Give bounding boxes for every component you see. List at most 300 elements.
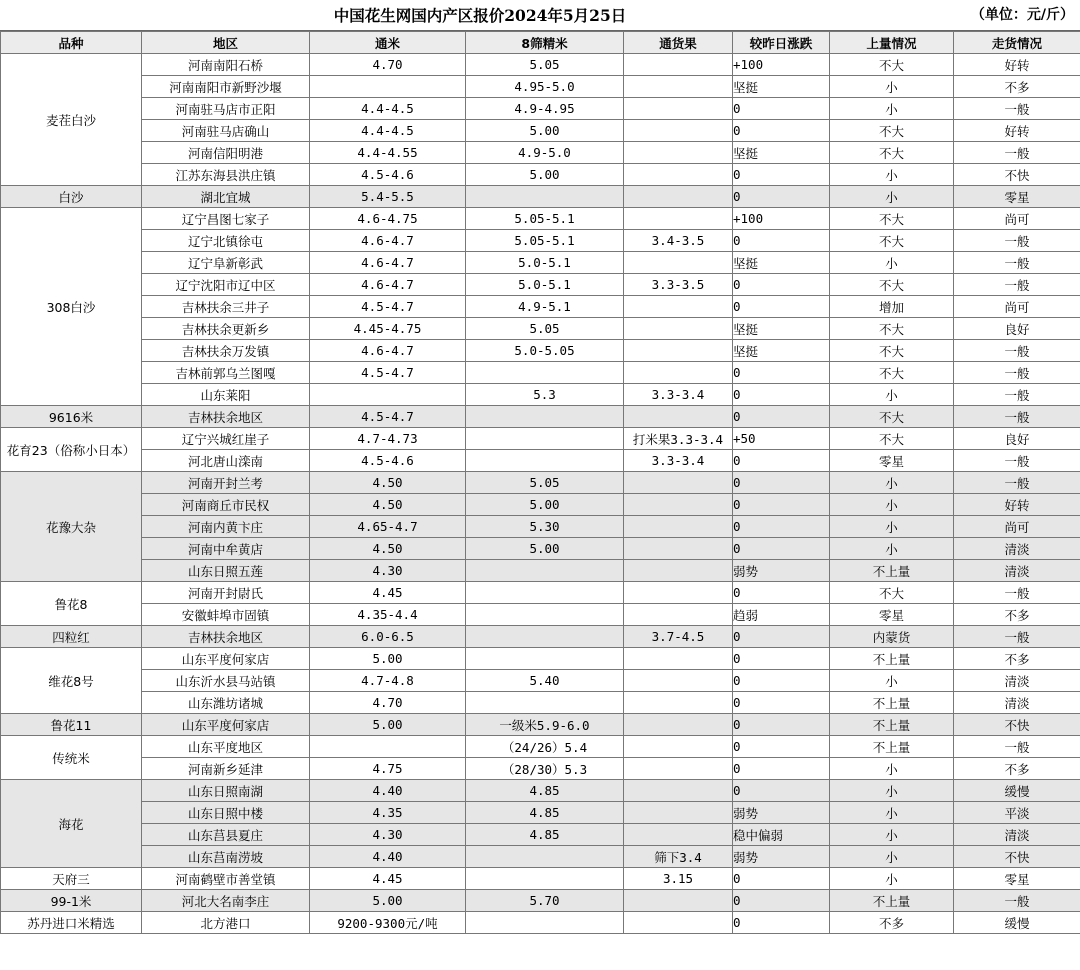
- variety-cell: 传统米: [1, 736, 142, 780]
- region-cell: 河南信阳明港: [142, 142, 310, 164]
- demand-cell: 一般: [954, 736, 1080, 758]
- header-change: 较昨日涨跌: [733, 32, 830, 54]
- demand-cell: 不多: [954, 758, 1080, 780]
- region-cell: 山东平度何家店: [142, 714, 310, 736]
- demand-cell: 平淡: [954, 802, 1080, 824]
- sieve-kernel-cell: （28/30）5.3: [466, 758, 624, 780]
- sieve-kernel-cell: [466, 186, 624, 208]
- general-kernel-cell: 4.65-4.7: [310, 516, 466, 538]
- table-row: [1, 362, 1080, 384]
- table-row: [1, 296, 1080, 318]
- sieve-kernel-cell: [466, 868, 624, 890]
- sieve-kernel-cell: [466, 450, 624, 472]
- supply-cell: 小: [830, 670, 954, 692]
- change-cell: 弱势: [733, 560, 830, 582]
- region-cell: 山东莒县夏庄: [142, 824, 310, 846]
- table-row: [1, 538, 1080, 560]
- change-cell: 0: [733, 890, 830, 912]
- region-cell: 吉林前郭乌兰图嘎: [142, 362, 310, 384]
- supply-cell: 小: [830, 846, 954, 868]
- change-cell: 0: [733, 758, 830, 780]
- table-row: [1, 582, 1080, 604]
- in-shell-cell: [624, 362, 733, 384]
- region-cell: 辽宁北镇徐屯: [142, 230, 310, 252]
- table-row: [1, 406, 1080, 428]
- table-row: [1, 384, 1080, 406]
- in-shell-cell: [624, 560, 733, 582]
- demand-cell: 缓慢: [954, 780, 1080, 802]
- change-cell: 0: [733, 164, 830, 186]
- in-shell-cell: 3.4-3.5: [624, 230, 733, 252]
- change-cell: 0: [733, 670, 830, 692]
- sieve-kernel-cell: 5.3: [466, 384, 624, 406]
- change-cell: 0: [733, 296, 830, 318]
- sieve-kernel-cell: [466, 626, 624, 648]
- demand-cell: 好转: [954, 494, 1080, 516]
- demand-cell: 清淡: [954, 670, 1080, 692]
- sieve-kernel-cell: [466, 406, 624, 428]
- demand-cell: 零星: [954, 868, 1080, 890]
- in-shell-cell: [624, 406, 733, 428]
- region-cell: 河南南阳石桥: [142, 54, 310, 76]
- region-cell: 山东沂水县马站镇: [142, 670, 310, 692]
- region-cell: 辽宁沈阳市辽中区: [142, 274, 310, 296]
- demand-cell: 不多: [954, 604, 1080, 626]
- variety-cell: 鲁花8: [1, 582, 142, 626]
- change-cell: 0: [733, 450, 830, 472]
- region-cell: 吉林扶余更新乡: [142, 318, 310, 340]
- sieve-kernel-cell: [466, 692, 624, 714]
- in-shell-cell: [624, 494, 733, 516]
- demand-cell: 缓慢: [954, 912, 1080, 934]
- table-row: [1, 120, 1080, 142]
- demand-cell: 一般: [954, 406, 1080, 428]
- in-shell-cell: [624, 98, 733, 120]
- supply-cell: 不大: [830, 54, 954, 76]
- table-row: [1, 98, 1080, 120]
- supply-cell: 不大: [830, 362, 954, 384]
- in-shell-cell: [624, 186, 733, 208]
- table-row: [1, 318, 1080, 340]
- sieve-kernel-cell: 4.9-5.0: [466, 142, 624, 164]
- supply-cell: 不多: [830, 912, 954, 934]
- table-row: [1, 54, 1080, 76]
- sieve-kernel-cell: 5.30: [466, 516, 624, 538]
- variety-cell: 花豫大杂: [1, 472, 142, 582]
- sieve-kernel-cell: 5.00: [466, 494, 624, 516]
- demand-cell: 零星: [954, 186, 1080, 208]
- sheet-title: 中国花生网国内产区报价2024年5月25日: [333, 6, 627, 25]
- table-row: [1, 890, 1080, 912]
- in-shell-cell: 3.3-3.4: [624, 384, 733, 406]
- region-cell: 辽宁昌图七家子: [142, 208, 310, 230]
- change-cell: 稳中偏弱: [733, 824, 830, 846]
- general-kernel-cell: [310, 384, 466, 406]
- demand-cell: 清淡: [954, 538, 1080, 560]
- sieve-kernel-cell: 一级米5.9-6.0: [466, 714, 624, 736]
- demand-cell: 尚可: [954, 208, 1080, 230]
- supply-cell: 小: [830, 76, 954, 98]
- variety-cell: 维花8号: [1, 648, 142, 714]
- header-8-sieve-kernel: 8筛精米: [466, 32, 624, 54]
- supply-cell: 不上量: [830, 714, 954, 736]
- table-row: [1, 714, 1080, 736]
- in-shell-cell: 打米果3.3-3.4: [624, 428, 733, 450]
- supply-cell: 不大: [830, 318, 954, 340]
- change-cell: +50: [733, 428, 830, 450]
- change-cell: 0: [733, 362, 830, 384]
- general-kernel-cell: 4.5-4.7: [310, 406, 466, 428]
- in-shell-cell: [624, 120, 733, 142]
- change-cell: 趋弱: [733, 604, 830, 626]
- table-row: [1, 428, 1080, 450]
- in-shell-cell: [624, 604, 733, 626]
- change-cell: 0: [733, 626, 830, 648]
- in-shell-cell: [624, 648, 733, 670]
- in-shell-cell: [624, 692, 733, 714]
- general-kernel-cell: 5.00: [310, 890, 466, 912]
- region-cell: 辽宁阜新彰武: [142, 252, 310, 274]
- region-cell: 吉林扶余三井子: [142, 296, 310, 318]
- supply-cell: 不大: [830, 120, 954, 142]
- supply-cell: 不上量: [830, 648, 954, 670]
- region-cell: 吉林扶余万发镇: [142, 340, 310, 362]
- table-row: [1, 252, 1080, 274]
- in-shell-cell: [624, 538, 733, 560]
- general-kernel-cell: 5.00: [310, 714, 466, 736]
- table-row: [1, 780, 1080, 802]
- demand-cell: 一般: [954, 274, 1080, 296]
- change-cell: 0: [733, 912, 830, 934]
- region-cell: 山东平度何家店: [142, 648, 310, 670]
- variety-cell: 99-1米: [1, 890, 142, 912]
- variety-cell: 麦茬白沙: [1, 54, 142, 186]
- table-row: [1, 164, 1080, 186]
- table-row: [1, 450, 1080, 472]
- general-kernel-cell: 4.4-4.5: [310, 98, 466, 120]
- in-shell-cell: [624, 912, 733, 934]
- in-shell-cell: [624, 582, 733, 604]
- demand-cell: 一般: [954, 472, 1080, 494]
- supply-cell: 不大: [830, 142, 954, 164]
- table-row: [1, 142, 1080, 164]
- general-kernel-cell: 5.4-5.5: [310, 186, 466, 208]
- supply-cell: 不大: [830, 208, 954, 230]
- variety-cell: 花育23（俗称小日本）: [1, 428, 142, 472]
- variety-cell: 天府三: [1, 868, 142, 890]
- region-cell: 河南商丘市民权: [142, 494, 310, 516]
- supply-cell: 小: [830, 868, 954, 890]
- table-row: [1, 868, 1080, 890]
- sieve-kernel-cell: [466, 912, 624, 934]
- table-row: [1, 912, 1080, 934]
- in-shell-cell: 3.3-3.4: [624, 450, 733, 472]
- table-row: [1, 758, 1080, 780]
- supply-cell: 不上量: [830, 692, 954, 714]
- demand-cell: 不快: [954, 846, 1080, 868]
- in-shell-cell: [624, 714, 733, 736]
- in-shell-cell: [624, 516, 733, 538]
- variety-cell: 9616米: [1, 406, 142, 428]
- demand-cell: 尚可: [954, 516, 1080, 538]
- table-row: [1, 472, 1080, 494]
- title-bar: [0, 0, 1080, 31]
- table-row: [1, 186, 1080, 208]
- header-region: 地区: [142, 32, 310, 54]
- change-cell: 弱势: [733, 846, 830, 868]
- region-cell: 河南鹤壁市善堂镇: [142, 868, 310, 890]
- supply-cell: 增加: [830, 296, 954, 318]
- demand-cell: 一般: [954, 890, 1080, 912]
- table-row: [1, 494, 1080, 516]
- change-cell: 0: [733, 868, 830, 890]
- region-cell: 山东日照中楼: [142, 802, 310, 824]
- variety-cell: 白沙: [1, 186, 142, 208]
- demand-cell: 好转: [954, 120, 1080, 142]
- demand-cell: 良好: [954, 318, 1080, 340]
- change-cell: 0: [733, 472, 830, 494]
- region-cell: 河北大名南李庄: [142, 890, 310, 912]
- change-cell: 弱势: [733, 802, 830, 824]
- in-shell-cell: [624, 802, 733, 824]
- supply-cell: 零星: [830, 450, 954, 472]
- demand-cell: 好转: [954, 54, 1080, 76]
- supply-cell: 小: [830, 472, 954, 494]
- region-cell: 吉林扶余地区: [142, 626, 310, 648]
- supply-cell: 不大: [830, 340, 954, 362]
- general-kernel-cell: 4.5-4.7: [310, 296, 466, 318]
- general-kernel-cell: [310, 76, 466, 98]
- general-kernel-cell: 4.6-4.7: [310, 252, 466, 274]
- demand-cell: 一般: [954, 98, 1080, 120]
- sieve-kernel-cell: 5.70: [466, 890, 624, 912]
- price-table: [0, 31, 1080, 934]
- sieve-kernel-cell: 4.85: [466, 802, 624, 824]
- region-cell: 河南南阳市新野沙堰: [142, 76, 310, 98]
- demand-cell: 一般: [954, 252, 1080, 274]
- change-cell: 0: [733, 538, 830, 560]
- in-shell-cell: [624, 54, 733, 76]
- region-cell: 山东潍坊诸城: [142, 692, 310, 714]
- unit-label: （单位：元/斤）: [970, 7, 1074, 23]
- in-shell-cell: [624, 76, 733, 98]
- in-shell-cell: [624, 318, 733, 340]
- general-kernel-cell: 4.6-4.75: [310, 208, 466, 230]
- supply-cell: 小: [830, 252, 954, 274]
- in-shell-cell: 3.7-4.5: [624, 626, 733, 648]
- region-cell: 江苏东海县洪庄镇: [142, 164, 310, 186]
- table-row: [1, 736, 1080, 758]
- supply-cell: 不大: [830, 582, 954, 604]
- table-row: [1, 846, 1080, 868]
- demand-cell: 不多: [954, 76, 1080, 98]
- demand-cell: 尚可: [954, 296, 1080, 318]
- general-kernel-cell: 6.0-6.5: [310, 626, 466, 648]
- demand-cell: 不多: [954, 648, 1080, 670]
- region-cell: 河南驻马店市正阳: [142, 98, 310, 120]
- change-cell: 0: [733, 384, 830, 406]
- in-shell-cell: 3.3-3.5: [624, 274, 733, 296]
- region-cell: 辽宁兴城红崖子: [142, 428, 310, 450]
- general-kernel-cell: 4.45-4.75: [310, 318, 466, 340]
- in-shell-cell: [624, 824, 733, 846]
- general-kernel-cell: 4.4-4.55: [310, 142, 466, 164]
- table-row: [1, 516, 1080, 538]
- sieve-kernel-cell: [466, 362, 624, 384]
- region-cell: 安徽蚌埠市固镇: [142, 604, 310, 626]
- demand-cell: 清淡: [954, 824, 1080, 846]
- general-kernel-cell: 4.5-4.7: [310, 362, 466, 384]
- sieve-kernel-cell: （24/26）5.4: [466, 736, 624, 758]
- change-cell: 0: [733, 780, 830, 802]
- general-kernel-cell: 4.70: [310, 692, 466, 714]
- supply-cell: 不上量: [830, 560, 954, 582]
- variety-cell: 鲁花11: [1, 714, 142, 736]
- in-shell-cell: [624, 890, 733, 912]
- region-cell: 河南内黄卞庄: [142, 516, 310, 538]
- general-kernel-cell: 4.40: [310, 846, 466, 868]
- general-kernel-cell: 5.00: [310, 648, 466, 670]
- change-cell: +100: [733, 54, 830, 76]
- header-variety: 品种: [1, 32, 142, 54]
- table-row: [1, 670, 1080, 692]
- general-kernel-cell: 4.70: [310, 54, 466, 76]
- region-cell: 河南驻马店确山: [142, 120, 310, 142]
- table-row: [1, 648, 1080, 670]
- general-kernel-cell: 4.35: [310, 802, 466, 824]
- table-row: [1, 208, 1080, 230]
- supply-cell: 小: [830, 186, 954, 208]
- header-in-shell: 通货果: [624, 32, 733, 54]
- in-shell-cell: [624, 670, 733, 692]
- supply-cell: 小: [830, 164, 954, 186]
- change-cell: +100: [733, 208, 830, 230]
- general-kernel-cell: 4.75: [310, 758, 466, 780]
- general-kernel-cell: 4.50: [310, 472, 466, 494]
- demand-cell: 一般: [954, 582, 1080, 604]
- table-row: [1, 692, 1080, 714]
- change-cell: 0: [733, 274, 830, 296]
- in-shell-cell: [624, 736, 733, 758]
- region-cell: 山东日照五莲: [142, 560, 310, 582]
- demand-cell: 一般: [954, 362, 1080, 384]
- sieve-kernel-cell: 5.05: [466, 318, 624, 340]
- demand-cell: 清淡: [954, 560, 1080, 582]
- demand-cell: 一般: [954, 142, 1080, 164]
- supply-cell: 小: [830, 758, 954, 780]
- demand-cell: 良好: [954, 428, 1080, 450]
- sieve-kernel-cell: [466, 846, 624, 868]
- general-kernel-cell: 4.45: [310, 868, 466, 890]
- supply-cell: 内蒙货: [830, 626, 954, 648]
- supply-cell: 不大: [830, 406, 954, 428]
- sieve-kernel-cell: 5.00: [466, 538, 624, 560]
- general-kernel-cell: 4.45: [310, 582, 466, 604]
- in-shell-cell: [624, 164, 733, 186]
- table-row: [1, 340, 1080, 362]
- supply-cell: 小: [830, 516, 954, 538]
- demand-cell: 清淡: [954, 692, 1080, 714]
- table-row: [1, 274, 1080, 296]
- demand-cell: 一般: [954, 384, 1080, 406]
- region-cell: 河南中牟黄店: [142, 538, 310, 560]
- general-kernel-cell: 4.40: [310, 780, 466, 802]
- in-shell-cell: [624, 208, 733, 230]
- header-supply: 上量情况: [830, 32, 954, 54]
- region-cell: 山东平度地区: [142, 736, 310, 758]
- supply-cell: 小: [830, 98, 954, 120]
- sieve-kernel-cell: 5.05: [466, 54, 624, 76]
- supply-cell: 小: [830, 780, 954, 802]
- region-cell: 河北唐山滦南: [142, 450, 310, 472]
- sieve-kernel-cell: 4.9-4.95: [466, 98, 624, 120]
- sieve-kernel-cell: 5.0-5.05: [466, 340, 624, 362]
- change-cell: 0: [733, 736, 830, 758]
- supply-cell: 小: [830, 494, 954, 516]
- change-cell: 0: [733, 186, 830, 208]
- general-kernel-cell: 4.50: [310, 538, 466, 560]
- supply-cell: 小: [830, 824, 954, 846]
- sieve-kernel-cell: 5.05: [466, 472, 624, 494]
- header-row: [1, 32, 1080, 54]
- general-kernel-cell: 4.30: [310, 824, 466, 846]
- supply-cell: 不大: [830, 274, 954, 296]
- in-shell-cell: [624, 142, 733, 164]
- supply-cell: 小: [830, 538, 954, 560]
- sieve-kernel-cell: [466, 582, 624, 604]
- general-kernel-cell: 4.4-4.5: [310, 120, 466, 142]
- general-kernel-cell: 4.50: [310, 494, 466, 516]
- demand-cell: 不快: [954, 164, 1080, 186]
- supply-cell: 不大: [830, 230, 954, 252]
- change-cell: 0: [733, 98, 830, 120]
- general-kernel-cell: 4.7-4.8: [310, 670, 466, 692]
- table-row: [1, 626, 1080, 648]
- sieve-kernel-cell: [466, 560, 624, 582]
- sieve-kernel-cell: [466, 604, 624, 626]
- region-cell: 湖北宜城: [142, 186, 310, 208]
- supply-cell: 零星: [830, 604, 954, 626]
- change-cell: 坚挺: [733, 252, 830, 274]
- variety-cell: 海花: [1, 780, 142, 868]
- in-shell-cell: [624, 340, 733, 362]
- general-kernel-cell: 4.6-4.7: [310, 230, 466, 252]
- variety-cell: 四粒红: [1, 626, 142, 648]
- change-cell: 0: [733, 406, 830, 428]
- general-kernel-cell: 4.35-4.4: [310, 604, 466, 626]
- region-cell: 河南开封兰考: [142, 472, 310, 494]
- region-cell: 山东莱阳: [142, 384, 310, 406]
- change-cell: 0: [733, 120, 830, 142]
- supply-cell: 小: [830, 802, 954, 824]
- sieve-kernel-cell: 4.9-5.1: [466, 296, 624, 318]
- general-kernel-cell: 4.5-4.6: [310, 450, 466, 472]
- change-cell: 坚挺: [733, 340, 830, 362]
- sieve-kernel-cell: 5.05-5.1: [466, 208, 624, 230]
- table-row: [1, 76, 1080, 98]
- region-cell: 山东日照南湖: [142, 780, 310, 802]
- change-cell: 0: [733, 230, 830, 252]
- table-row: [1, 802, 1080, 824]
- header-general-kernel: 通米: [310, 32, 466, 54]
- general-kernel-cell: 4.30: [310, 560, 466, 582]
- demand-cell: 一般: [954, 626, 1080, 648]
- variety-cell: 308白沙: [1, 208, 142, 406]
- sieve-kernel-cell: 5.00: [466, 120, 624, 142]
- sieve-kernel-cell: [466, 428, 624, 450]
- in-shell-cell: [624, 758, 733, 780]
- in-shell-cell: [624, 472, 733, 494]
